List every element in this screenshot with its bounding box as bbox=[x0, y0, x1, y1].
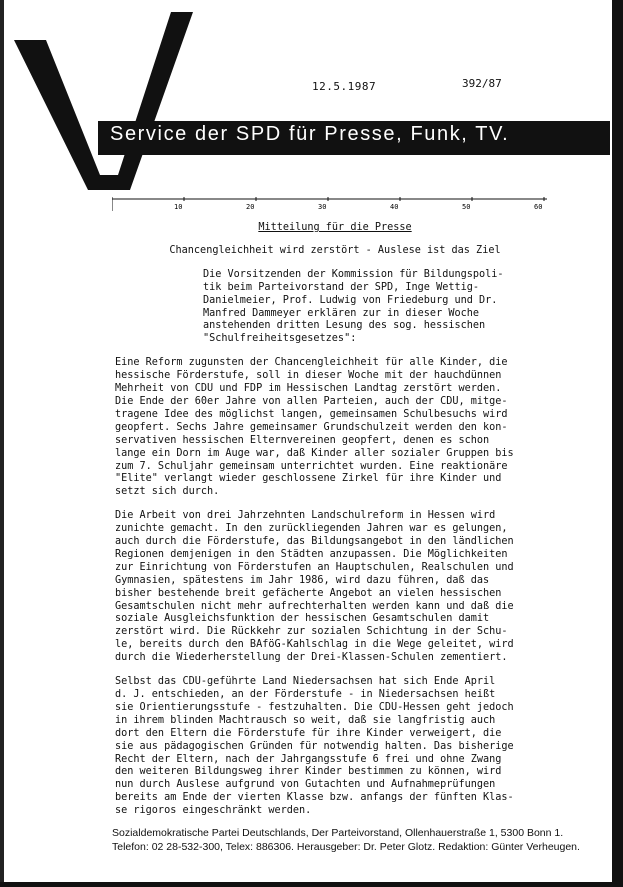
service-line: Service der SPD für Presse, Funk, TV. bbox=[110, 123, 510, 145]
press-paragraph: Die Arbeit von drei Jahrzehnten Landschulreform in Hessen wird zunichte gemacht. In den zurückliegenden Jahren war es gelungen, auch durch die Förderstufe, das Bildungsangebot in den ländlichen Regionen demjenigen in den Städten anzupassen. Die Möglichkeiten zur Einrichtung von Förderstufen an Hauptschulen, Realschulen und Gymnasien, spätestens im Jahr 1986, wird dazu führen, daß das bisher bestehende breit gefächerte Angebot an vielen hessischen Gesamtschulen nicht mehr aufrechterhalten werden kann und daß die soziale Ausgleichsfunktion der hessischen Gesamtschulen damit zerstört wird. Die Rückkehr zur sozialen Schichtung in der Schu- le, bereits durch den BAföG-Kahlschlag in die Wege geleitet, wird durch die Wiederherstellung der Drei-Klassen-Schulen zementiert. bbox=[115, 510, 514, 664]
document-date: 12.5.1987 bbox=[312, 80, 377, 93]
press-paragraph: Selbst das CDU-geführte Land Niedersachsen hat sich Ende April d. J. entschieden, an der Förderstufe - in Niedersachsen heißt sie Orientierungsstufe - festzuhalten. Die CDU-Hessen geht jedoch in ihrem blinden Machtrausch so weit, daß sie langfristig auch dort den Eltern die Förderstufe für ihre Kinder verweigert, die sie aus pädagogischen Gründen für notwendig halten. Das bisherige Recht der Eltern, nach der Jahrgangsstufe 6 frei und ohne Zwang den weiteren Bildungsweg ihrer Kinder bestimmen zu können, wird nun durch Auslese aufgrund von Gutachten und Aufnahmeprüfungen bereits am Ende der vierten Klasse bzw. anfangs der fünften Klas- se rigoros eingeschränkt werden. bbox=[115, 676, 514, 817]
page-edge-right bbox=[612, 0, 623, 887]
ruler-tick-label: 20 bbox=[246, 203, 255, 211]
ruler-tick-label: 10 bbox=[174, 203, 183, 211]
typewriter-ruler bbox=[112, 197, 547, 211]
press-title: Chancengleichheit wird zerstört - Auslese ist das Ziel bbox=[169, 244, 501, 256]
page-edge-bottom bbox=[0, 882, 623, 887]
v-logo-icon bbox=[0, 0, 200, 190]
ruler-tick-label: 30 bbox=[318, 203, 327, 211]
footer-address: Sozialdemokratische Partei Deutschlands, Der Parteivorstand, Ollenhauerstraße 1, 5300 Bonn 1. bbox=[112, 827, 564, 839]
ruler-tick-label: 40 bbox=[390, 203, 399, 211]
press-paragraph: Eine Reform zugunsten der Chancengleichheit für alle Kinder, die hessische Förderstufe, soll in dieser Woche mit der hauchdünnen Mehrheit von CDU und FDP im Hessischen Landtag zerstört werden. Die Ende der 60er Jahre von allen Parteien, auch der CDU, mitge- tragene Idee des möglichst langen, gemeinsamen Schulbesuchs wird geopfert. Sechs Jahre gemeinsamer Grundschulzeit werden den kon- servativen hessischen Elternvereinen geopfert, denen es schon lange ein Dorn im Auge war, daß Kinder aller sozialer Gruppen bis zum 7. Schuljahr gemeinsam unterrichtet wurden. Eine reaktionäre "Elite" verlangt wieder geschlossene Zirkel für ihre Kinder und setzt sich durch. bbox=[115, 357, 514, 498]
ruler-tick-label: 60 bbox=[534, 203, 543, 211]
ruler-tick-label: 50 bbox=[462, 203, 471, 211]
press-intro: Die Vorsitzenden der Kommission für Bildungspoli- tik beim Parteivorstand der SPD, Inge Wettig- Danielmeier, Prof. Ludwig von Friedeburg und Dr. Manfred Dammeyer erklären zur in dieser Woche anstehenden dritten Lesung des sog. hessischen "Schulfreiheitsgesetzes": bbox=[203, 268, 504, 345]
document-number: 392/87 bbox=[462, 77, 502, 90]
press-release-body bbox=[115, 222, 555, 829]
footer-contact: Telefon: 02 28-532-300, Telex: 886306. Herausgeber: Dr. Peter Glotz. Redaktion: Günter Verheugen. bbox=[112, 841, 580, 853]
press-heading: Mitteilung für die Presse bbox=[258, 222, 412, 233]
publisher-footer bbox=[112, 826, 582, 854]
